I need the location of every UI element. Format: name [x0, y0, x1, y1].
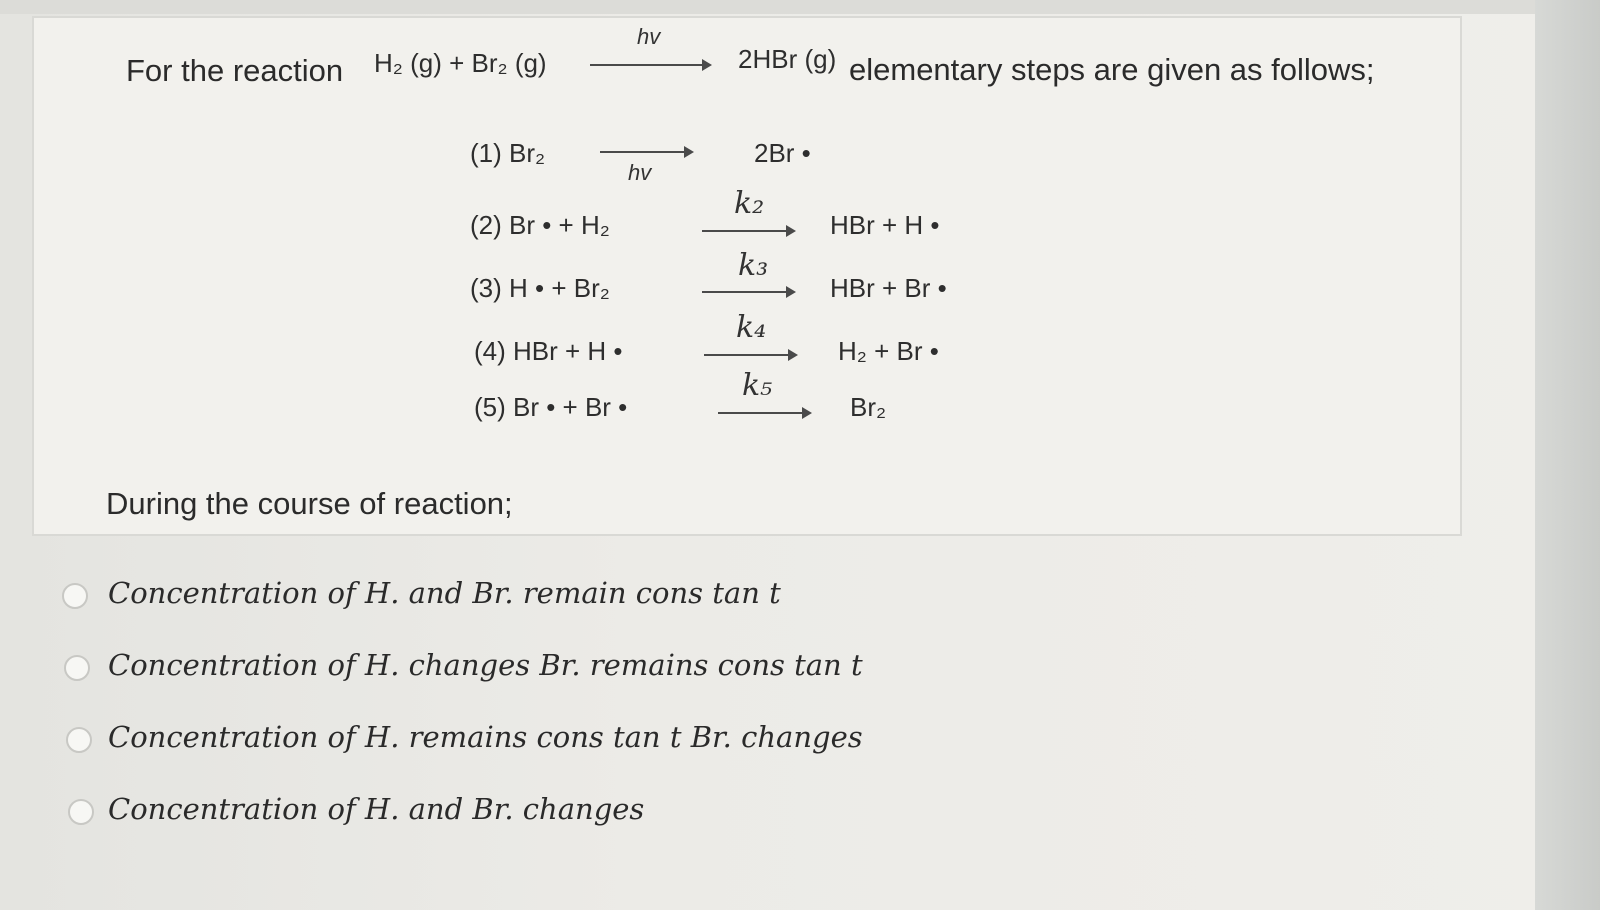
step-1-condition: hv: [628, 160, 652, 185]
step-2-products: HBr + H •: [830, 210, 940, 240]
step-2-arrow: [702, 230, 794, 232]
option-1-radio[interactable]: [62, 583, 88, 609]
step-5-products: Br₂: [850, 392, 887, 422]
option-2-radio[interactable]: [64, 655, 90, 681]
overall-condition: hv: [637, 24, 661, 49]
option-3-radio[interactable]: [66, 727, 92, 753]
option-1[interactable]: [62, 576, 822, 616]
step-2-rate-constant: k₂: [734, 186, 765, 221]
step-3-products: HBr + Br •: [830, 273, 947, 303]
question-card: [32, 16, 1462, 536]
step-3-rate-constant: k₃: [738, 248, 769, 283]
question-prompt: During the course of reaction;: [106, 486, 513, 521]
step-3-reactants: (3) H • + Br₂: [470, 273, 610, 303]
step-5-rate-constant: k₅: [742, 368, 773, 403]
step-4-reactants: (4) HBr + H •: [474, 336, 623, 366]
step-5-arrow: [718, 412, 810, 414]
option-3-label[interactable]: Concentration of H. remains cons tan t Br. changes: [108, 720, 863, 754]
option-4-radio[interactable]: [68, 799, 94, 825]
step-5-reactants: (5) Br • + Br •: [474, 392, 628, 422]
overall-arrow: [590, 64, 710, 66]
question-lead: For the reaction: [126, 53, 344, 88]
step-4-products: H₂ + Br •: [838, 336, 939, 366]
option-2[interactable]: [62, 648, 862, 688]
top-strip: [0, 0, 1600, 14]
option-4-label[interactable]: Concentration of H. and Br. changes: [108, 792, 645, 826]
step-3-arrow: [702, 291, 794, 293]
step-2-reactants: (2) Br • + H₂: [470, 210, 610, 240]
option-2-label[interactable]: Concentration of H. changes Br. remains cons tan t: [108, 648, 863, 682]
right-edge: [1535, 0, 1600, 910]
reaction-product: 2HBr (g): [738, 44, 837, 74]
question-tail: elementary steps are given as follows;: [849, 52, 1375, 87]
step-4-rate-constant: k₄: [736, 310, 767, 345]
option-4[interactable]: [62, 792, 682, 832]
reaction-reactants: H₂ (g) + Br₂ (g): [374, 48, 547, 78]
step-1-arrow: [600, 151, 692, 153]
option-3[interactable]: [62, 720, 862, 760]
step-1-reactants: (1) Br₂: [470, 138, 546, 168]
step-1-products: 2Br •: [754, 138, 811, 168]
option-1-label[interactable]: Concentration of H. and Br. remain cons tan t: [108, 576, 781, 610]
step-4-arrow: [704, 354, 796, 356]
